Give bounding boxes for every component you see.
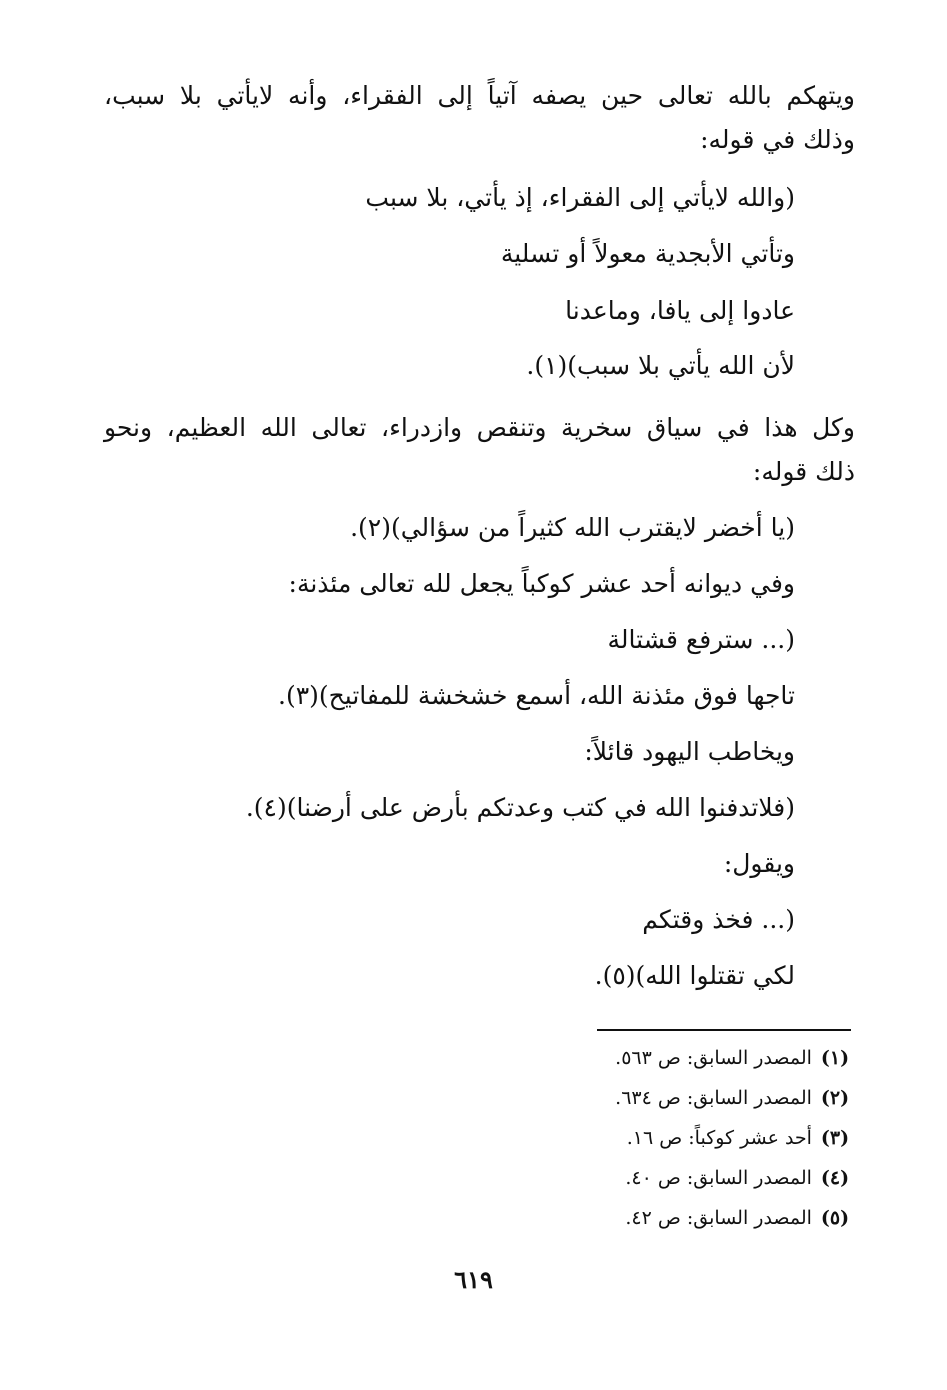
footnote-number: (٣): [820, 1127, 850, 1149]
footnote-text: المصدر السابق: ص ٥٦٣.: [615, 1047, 812, 1069]
footnote-text: أحد عشر كوكباً: ص ١٦.: [626, 1127, 812, 1149]
page-number: ٦١٩: [454, 1265, 493, 1294]
verse-line-10: لكي تقتلوا الله)(٥).: [594, 961, 795, 990]
footnote-text: المصدر السابق: ص ٤٢.: [625, 1207, 812, 1229]
body-line-1: ويتهكم بالله تعالى حين يصفه آتياً إلى الفقراء، وأنه لايأتي بلا سبب،: [104, 81, 855, 110]
footnote-text: المصدر السابق: ص ٤٠.: [625, 1167, 812, 1189]
body-line-3: وكل هذا في سياق سخرية وتنقص وازدراء، تعالى الله العظيم، ونحو: [104, 413, 855, 442]
footnote-separator: [597, 1029, 851, 1031]
body-line-7: ويقول:: [723, 849, 795, 878]
verse-line-4: لأن الله يأتي بلا سبب)(١).: [526, 351, 795, 380]
footnote-number: (١): [820, 1047, 850, 1069]
footnote-1: [615, 1045, 852, 1071]
footnote-number: (٤): [820, 1167, 850, 1189]
verse-line-8: (فلاتدفنوا الله في كتب وعدتكم بأرض على أرضنا)(٤).: [245, 793, 795, 822]
body-line-2: وذلك في قوله:: [700, 125, 855, 154]
verse-line-6: (... سترفع قشتالة: [607, 625, 795, 654]
footnote-2: [615, 1085, 852, 1111]
footnote-3: [627, 1125, 852, 1151]
body-line-6: ويخاطب اليهود قائلاً:: [584, 737, 795, 766]
body-line-4: ذلك قوله:: [752, 457, 855, 486]
verse-line-1: (والله لايأتي إلى الفقراء، إذ يأتي، بلا سبب: [365, 183, 795, 212]
footnote-number: (٥): [820, 1207, 850, 1229]
footnote-4: [625, 1165, 852, 1191]
verse-line-7: تاجها فوق مئذنة الله، أسمع خشخشة للمفاتيح)(٣).: [278, 681, 795, 710]
footnote-5: [625, 1205, 852, 1231]
body-line-5: وفي ديوانه أحد عشر كوكباً يجعل لله تعالى مئذنة:: [288, 569, 795, 598]
verse-line-2: وتأتي الأبجدية معولاً أو تسلية: [500, 239, 795, 268]
footnote-number: (٢): [820, 1087, 850, 1109]
footnote-text: المصدر السابق: ص ٦٣٤.: [615, 1087, 812, 1109]
verse-line-9: (... فخذ وقتكم: [642, 905, 795, 934]
verse-line-5: (يا أخضر لايقترب الله كثيراً من سؤالي)(٢).: [350, 513, 795, 542]
verse-line-3: عادوا إلى يافا، وماعدنا: [565, 296, 795, 325]
